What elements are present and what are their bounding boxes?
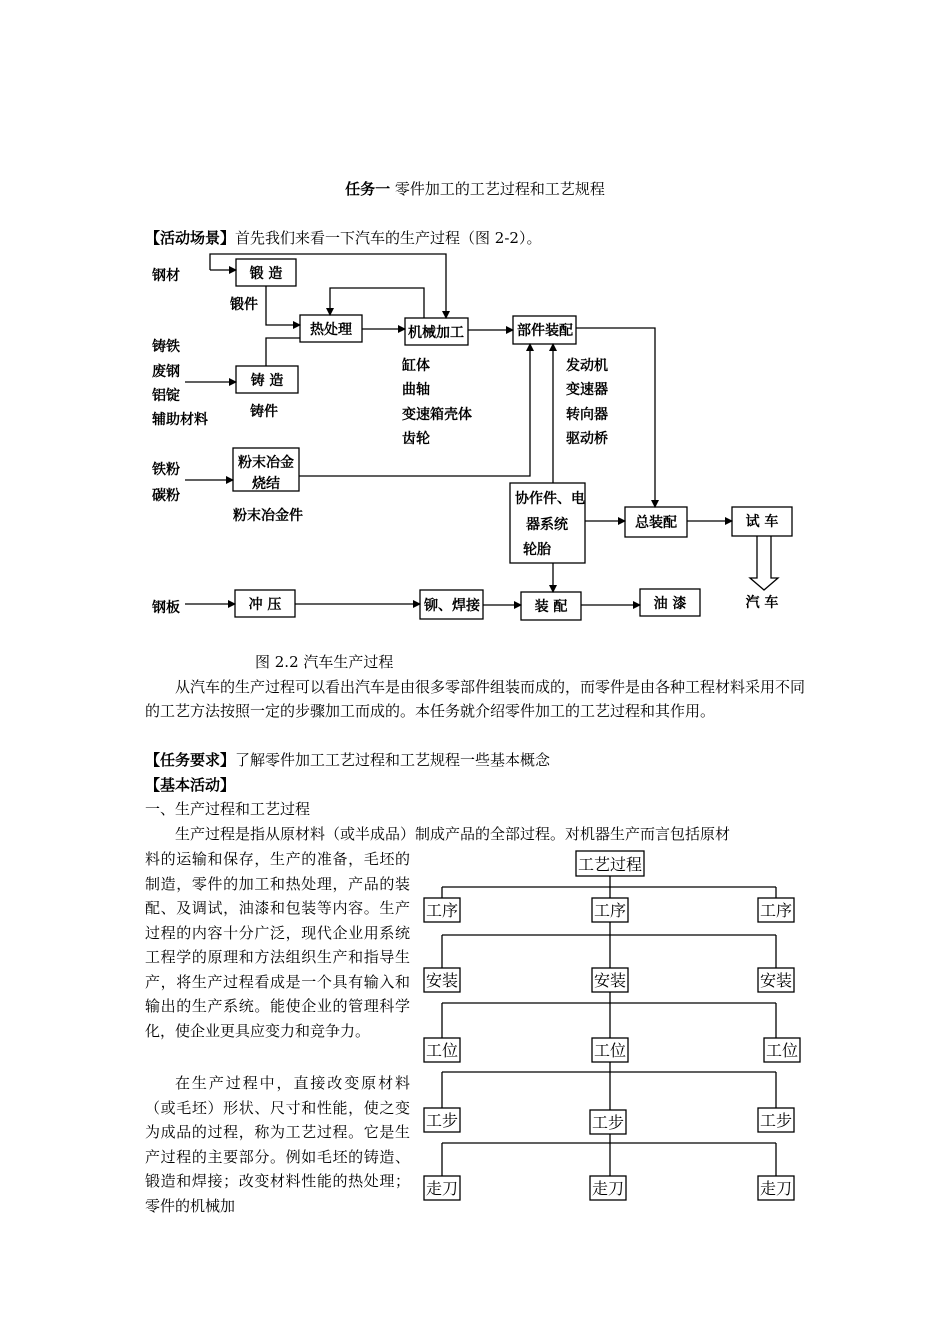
tree-node: 工序 [425, 901, 459, 920]
label-pm-2: 烧结 [252, 476, 280, 492]
tree-node: 工序 [759, 901, 793, 920]
tree-node: 工位 [425, 1041, 459, 1060]
basic-activity-heading: 【基本活动】 [145, 776, 236, 794]
label-stamping: 冲 压 [248, 597, 282, 613]
label-test: 试 车 [745, 514, 779, 530]
paragraph-1: 从汽车的生产过程可以看出汽车是由很多零部件组装而成的，而零件是由各种工程材料采用不同的工艺方法按照一定的步骤加工而成的。本任务就介绍零件加工的工艺过程和其作用。 [145, 678, 806, 720]
label-machining: 机械加工 [408, 325, 464, 341]
tree-node: 走刀 [425, 1179, 459, 1198]
paragraph-3: 在生产过程中，直接改变原材料（或毛坯）形状、尺寸和性能，使之变为成品的过程，称为工艺过程。它是生产过程的主要部分。例如毛坯的铸造、锻造和焊接；改变材料性能的热处理；零件的机械加 [145, 1074, 410, 1215]
section-heading: 一、生产过程和工艺过程 [145, 800, 311, 818]
tree-node: 工步 [759, 1111, 793, 1130]
paragraph-2-first-line: 生产过程是指从原材料（或半成品）制成产品的全部过程。对机器生产而言包括原材 [175, 825, 731, 843]
label-coop-3: 轮胎 [523, 542, 551, 558]
tree-node: 安装 [759, 971, 793, 990]
label-coop-2: 器系统 [526, 517, 568, 533]
label-forged: 锻件 [230, 297, 258, 313]
assembly-3: 转向器 [566, 407, 608, 423]
tree-node: 安装 [425, 971, 459, 990]
label-forging: 锻 造 [249, 266, 283, 282]
input-waste-steel: 废钢 [152, 364, 180, 380]
title-bold: 任务一 [345, 180, 391, 198]
machined-1: 缸体 [402, 358, 430, 374]
label-car: 汽 车 [745, 595, 779, 611]
input-steel-plate: 钢板 [152, 600, 180, 616]
label-pm-part: 粉末冶金件 [233, 508, 303, 524]
tree-node: 走刀 [591, 1179, 625, 1198]
tree-node: 工步 [425, 1111, 459, 1130]
scene-label: 【活动场景】 [145, 229, 236, 247]
label-pm-1: 粉末冶金 [238, 455, 294, 471]
tree-node: 工位 [765, 1041, 799, 1060]
machined-4: 齿轮 [402, 431, 430, 447]
label-coop-1: 协作件、电 [515, 491, 585, 507]
label-paint: 油 漆 [653, 596, 687, 612]
req-label: 【任务要求】 [145, 751, 236, 769]
req-text: 了解零件加工工艺过程和工艺规程一些基本概念 [235, 751, 551, 769]
input-steel: 钢材 [152, 268, 180, 284]
tree-node: 工序 [593, 901, 627, 920]
input-al-ingot: 铝锭 [152, 388, 180, 404]
label-cast: 铸件 [250, 404, 278, 420]
machined-2: 曲轴 [402, 382, 430, 398]
tree-node: 走刀 [759, 1179, 793, 1198]
scene-text: 首先我们来看一下汽车的生产过程（图 2-2）。 [235, 229, 542, 247]
paragraph-2-rest: 料的运输和保存，生产的准备，毛坯的制造，零件的加工和热处理，产品的装配、及调试，油漆和包装等内容。生产过程的内容十分广泛，现代企业用系统工程学的原理和方法组织生产和指导生产，将生产过程看成是一个具有输入和输出的生产系统。能使企业的管理科学化，使企业更具应变力和竞争力。 [145, 850, 410, 1040]
label-final: 总装配 [635, 515, 677, 531]
assembly-1: 发动机 [566, 358, 608, 374]
label-rivet: 铆、焊接 [424, 598, 480, 614]
tree-root: 工艺过程 [577, 855, 643, 874]
label-assembly-parts: 部件装配 [517, 323, 573, 339]
assembly-2: 变速器 [566, 382, 608, 398]
input-carbon-powder: 碳粉 [152, 488, 180, 504]
title-text: 零件加工的工艺过程和工艺规程 [394, 180, 605, 198]
tree-node: 工位 [593, 1041, 627, 1060]
input-iron-powder: 铁粉 [152, 462, 180, 478]
label-casting: 铸 造 [250, 373, 284, 389]
input-iron: 铸铁 [152, 339, 180, 355]
assembly-4: 驱动桥 [566, 431, 608, 447]
figure-caption: 图 2.2 汽车生产过程 [255, 653, 394, 671]
tree-node: 安装 [593, 971, 627, 990]
input-aux: 辅助材料 [152, 412, 208, 428]
machined-3: 变速箱壳体 [402, 407, 472, 423]
label-heat: 热处理 [310, 322, 352, 338]
tree-node: 工步 [591, 1113, 625, 1132]
label-assemble: 装 配 [534, 599, 568, 615]
